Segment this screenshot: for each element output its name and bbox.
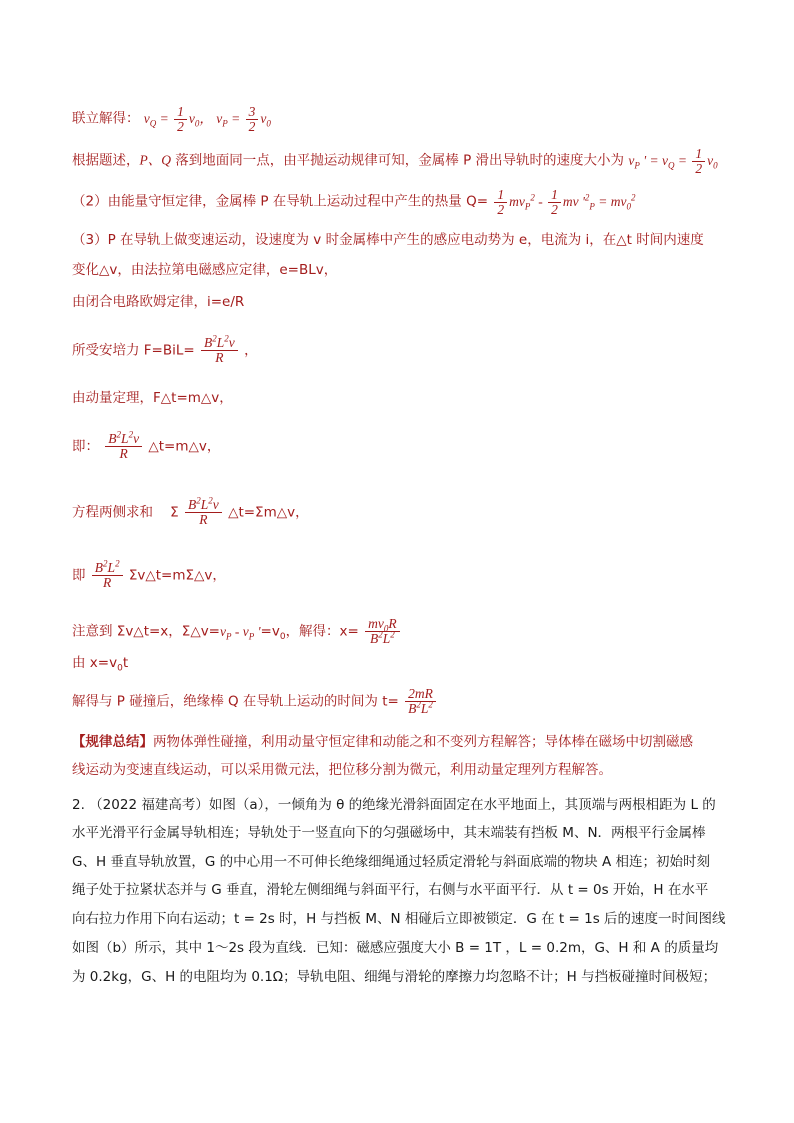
solution-line-7 (72, 333, 258, 365)
solution-line-13: 由 $x=v_0t$ (72, 655, 129, 674)
text: 注意到 Σv△t=x，Σ△v= (72, 623, 220, 640)
text: 联立解得： (72, 110, 140, 127)
solution-line-14 (72, 687, 438, 716)
eq-vp-prime: $v_P$ ' = $v_Q$ = $\frac{1}{2}$ $v_0$ (628, 146, 718, 176)
text: Σv△t=mΣ△v， (128, 567, 226, 584)
text: （2）由能量守恒定律，金属棒 P 在导轨上运动过程中产生的热量 Q= (72, 193, 489, 210)
solution-line-2: 根据题述，P、Q 落到地面同一点，由平抛运动规律可知，金属棒 P 滑出导轨时的速度大小为 $v_P$ ' = $v_Q$ = $\frac{1}{2}$ $v_0$ (72, 146, 718, 176)
problem-line-7: 为 0.2kg，G、H 的电阻均为 0.1Ω；导轨电阻、细绳与滑轮的摩擦力均忽略不计；H 与挡板碰撞时间极短； (72, 969, 717, 985)
text: 两物体弹性碰撞，利用动量守恒定律和动能之和不变列方程解答；导体棒在磁场中切割磁感 (153, 734, 693, 750)
frac-b2l2v-r: $\frac{B^2L^2v}{R}$ (185, 498, 222, 527)
text: △t=Σm△v， (228, 504, 309, 521)
summary-label: 【规律总结】 (72, 734, 153, 750)
text: t (122, 655, 129, 671)
sigma: Σ (170, 504, 179, 521)
solution-line-12: 注意到 Σv△t=x，$\Sigma\triangle v=v_P - v_P$ '$=v_0$，解得：x= $\frac{mv_0R}{B^2L^2}$ (72, 617, 402, 646)
text: =v (260, 623, 280, 640)
problem-line-4: 绳子处于拉紧状态并与 G 垂直，滑轮左侧细绳与斜面平行，右侧与水平面平行．从 t = 0s 开始，H 在水平 (72, 882, 709, 898)
solution-line-9 (72, 429, 221, 461)
solution-line-10 (72, 495, 309, 527)
text: 由 x=v (72, 655, 118, 671)
text: 即： (72, 438, 99, 455)
solution-line-1 (72, 105, 271, 134)
text: ， (244, 342, 258, 359)
text: 解得与 P 碰撞后，绝缘棒 Q 在导轨上运动的时间为 t= (72, 693, 399, 710)
text: 落到地面同一点，由平抛运动规律可知，金属棒 P 滑出导轨时的速度大小为 (175, 152, 625, 169)
problem-line-1: 2. （2022 福建高考）如图（a），一倾角为 θ 的绝缘光滑斜面固定在水平地面上，其顶端与两根相距为 L 的 (72, 797, 716, 813)
text: 根据题述， (72, 152, 140, 169)
problem-line-5: 向右拉力作用下向右运动；t = 2s 时，H 与挡板 M、N 相碰后立即被锁定．G 在 t = 1s 后的速度一时间图线 (72, 911, 726, 927)
summary-line-1 (72, 732, 693, 752)
solution-line-8: 由动量定理，F△t=m△v， (72, 390, 233, 406)
frac-2mr-b2l2: $\frac{2mR}{B^2L^2}$ (405, 687, 436, 716)
text: 方程两侧求和 (72, 504, 153, 521)
eq-vq: $v_Q$ = $\frac{1}{2}$ $v_0$， $v_P$ = $\frac{3}{2}$ $v_0$ (143, 104, 271, 134)
solution-line-11 (72, 558, 226, 590)
frac-mv0r-b2l2: $\frac{mv_0R}{B^2L^2}$ (365, 617, 400, 646)
solution-line-4: （3）P 在导轨上做变速运动，设速度为 v 时金属棒中产生的感应电动势为 e，电流为 i，在△t 时间内速度 (72, 232, 704, 248)
frac-b2l2-r: $\frac{B^2L^2}{R}$ (92, 561, 123, 590)
solution-line-5: 变化△v，由法拉第电磁感应定律，e=BLv， (72, 262, 338, 278)
solution-line-6: 由闭合电路欧姆定律，i=e/R (72, 294, 245, 310)
eq-heat: $\frac{1}{2}$ $mv_P^2$ - $\frac{1}{2}$ mv '$^2_P = mv_0^2$ (492, 194, 635, 209)
problem-line-6: 如图（b）所示，其中 1～2s 段为直线．已知：磁感应强度大小 B = 1T ，L = 0.2m，G、H 和 A 的质量均 (72, 940, 719, 956)
text: ，解得：x= (285, 623, 359, 640)
frac-b2l2v-r: $\frac{B^2L^2v}{R}$ (105, 432, 142, 461)
summary-line-2: 线运动为变速直线运动，可以采用微元法，把位移分割为微元，利用动量定理列方程解答。 (72, 762, 612, 778)
frac-b2l2v-r: $\frac{B^2L^2v}{R}$ (201, 336, 238, 365)
text: 所受安培力 F=BiL= (72, 342, 195, 359)
problem-line-2: 水平光滑平行金属导轨相连；导轨处于一竖直向下的匀强磁场中，其末端装有挡板 M、N．两根平行金属棒 (72, 825, 706, 841)
solution-line-3 (72, 188, 635, 217)
text: △t=m△v， (148, 438, 221, 455)
problem-line-3: G、H 垂直导轨放置，G 的中心用一不可伸长绝缘细绳通过轻质定滑轮与斜面底端的物块 A 相连；初始时刻 (72, 854, 710, 870)
text: 即 (72, 567, 86, 584)
